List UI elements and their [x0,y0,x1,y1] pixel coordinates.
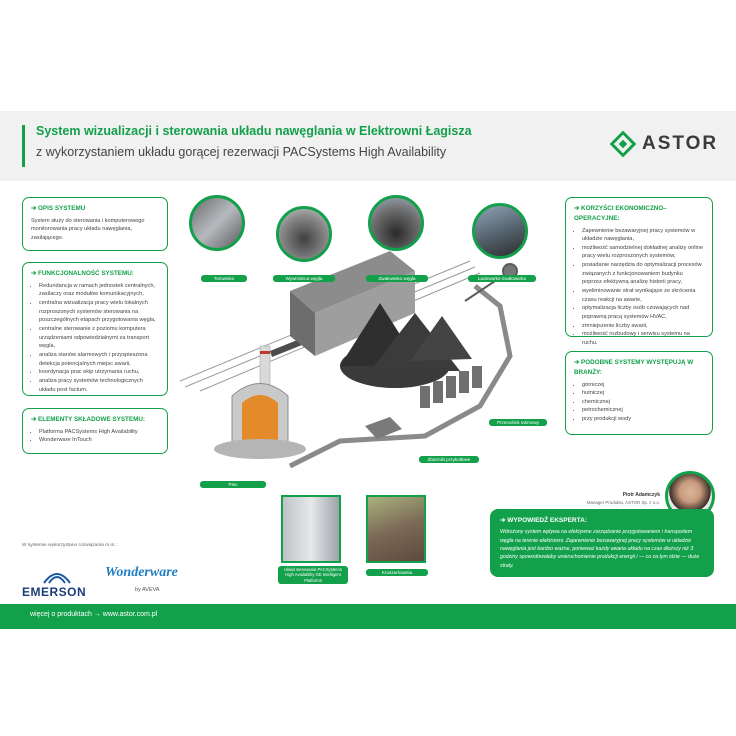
emerson-logo-icon [42,569,72,585]
box-podobne-heading: ➔ PODOBNE SYSTEMY WYSTĘPUJĄ W BRANŻY: [574,359,694,376]
emerson-logo [22,569,92,599]
reclaimer [465,264,517,301]
label-zbiorniki: Zbiorniki przykotłowe [419,456,479,463]
list-item: • Redundancja w ramach jednostek centralnych, zasilaczy oraz modułów komunikacyjnych, [39,282,159,299]
photo-kruszarka [366,495,426,563]
list-item: • Platforma PACSystems High Availability [39,428,159,437]
list-item: • posiadanie narzędzia do optymalizacji procesów związanych z funkcjonowaniem budynku poprzez efektywną analizę historii pracy, [582,261,704,287]
box-podobne [565,351,713,435]
list-item: • Wonderware InTouch [39,436,159,445]
label-torowisko: Torowisko [201,275,247,282]
box-opis-heading: ➔ OPIS SYSTEMU [31,205,86,212]
label-zwalowisko: Zwałowisko węgla [366,275,428,282]
list-item: • możliwość rozbudowy i serwisu systemu na ruchu. [582,330,704,347]
box-korzysci-heading: ➔ KORZYŚCI EKONOMICZNO–OPERACYJNE: [574,205,667,222]
header [0,111,736,181]
list-item: • chemicznej [582,398,704,407]
list-item: • zmniejszenie liczby awarii, [582,322,704,331]
photo-ladowarka [472,203,528,259]
elementy-list [31,428,159,445]
list-item: • centralne sterowanie z poziomu komputera urządzeniami odpowiedzialnymi za transport węgla, [39,325,159,351]
expert-text: Wdrożony system wpływa na efektywne zarządzanie przygotowaniem i transportem węgla na terenie elektrowni. Zapewnienie bezawaryjnej pracy systemów w układzie nawęglania jest bardzo ważne, ponieważ każdy awaria układu na czas dłuższy niż 3 godziny spowodowałaby unieruchomienie produkcji energii i — co za tym idzie — duże straty. [500,529,700,569]
box-opis-text: System służy do sterowania i komputerowego monitorowania pracy układu nawęglania, zasilającego. [31,217,145,242]
list-item: • wyeliminowanie strat wynikające ze skrócenia czasu reakcji na awarie, [582,287,704,304]
list-item: • przy produkcji wody [582,415,704,424]
label-kruszarka: Kruszarkownia [366,569,428,576]
aveva-logo-text: by AVEVA [135,587,160,593]
list-item: • analiza stanów alarmowych i przyspieszona detekcja potencjalnych miejsc awarii, [39,351,159,368]
list-item: • górniczej [582,381,704,390]
box-korzysci [565,197,713,347]
photo-torowisko [189,195,245,251]
footer [0,604,736,629]
label-uklad-sterowania: Układ sterowania PACSystems High Availability GE Intelligent Platforms [278,566,348,584]
list-item: • koordynacja prac ekip utrzymania ruchu, [39,368,159,377]
podobne-list [574,381,704,424]
astor-logo [610,131,720,157]
box-elementy-heading: ➔ ELEMENTY SKŁADOWE SYSTEMU: [31,416,145,423]
list-item: • analiza pracy systemów technologicznych układu post factum. [39,377,159,394]
photo-wywrotnica [276,206,332,262]
page-title: System wizualizacji i sterowania układu nawęglania w Elektrowni Łagisza [36,124,472,138]
photo-zwalowisko [368,195,424,251]
box-funkcjonalnosc [22,262,168,396]
photo-uklad-sterowania [281,495,341,563]
page-subtitle: z wykorzystaniem układu gorącej rezerwacji PACSystems High Availability [36,145,447,159]
expert-name: Piotr Adamczyk [622,492,660,498]
wonderware-logo-text: Wonderware [105,565,178,580]
funkcjonalnosc-list [31,282,159,395]
label-ladowarka: Ładowarko-zwałowarka [468,275,536,282]
label-przenosnik: Przenośnik taśmowy [489,419,547,426]
expert-quote-box [490,509,714,577]
footer-link[interactable]: więcej o produktach → www.astor.com.pl [30,611,158,618]
box-opis [22,197,168,251]
emerson-logo-text: EMERSON [22,585,87,599]
list-item: • petrochemicznej [582,406,704,415]
list-item: • optymalizacja liczby osób czuwających nad poprawną pracą systemów HVAC, [582,304,704,321]
poster [0,111,736,629]
expert-role: Manager Produktu, ASTOR Sp. z o.o. [586,500,660,505]
list-item: • możliwość samodzielnej dokładnej analizy online pracy wielu rozproszonych systemów, [582,244,704,261]
list-item: • centralna wizualizacja pracy wielu lokalnych rozproszonych systemów sterowania na poszczególnych etapach przygotowania węgla, [39,299,159,325]
box-funkcjonalnosc-heading: ➔ FUNKCJONALNOŚĆ SYSTEMU: [31,270,134,277]
astor-logo-icon [610,131,636,157]
expert-heading: ➔ WYPOWIEDŹ EKSPERTA: [500,517,587,524]
astor-logo-text: ASTOR [642,133,719,154]
korzysci-list [574,227,704,348]
title-accent-bar [22,125,25,167]
furnace [214,384,306,460]
box-elementy [22,408,168,454]
vendors-caption: W systemie wykorzystano rozwiązania m.in.: [22,543,117,548]
list-item: • Zapewnienie bezawaryjnej pracy systemów w układzie nawęglania, [582,227,704,244]
wonderware-logo [105,561,185,601]
label-piec: Piec [200,481,266,488]
list-item: • hutniczej [582,389,704,398]
label-wywrotnica: Wywrotnica węgla [273,275,335,282]
